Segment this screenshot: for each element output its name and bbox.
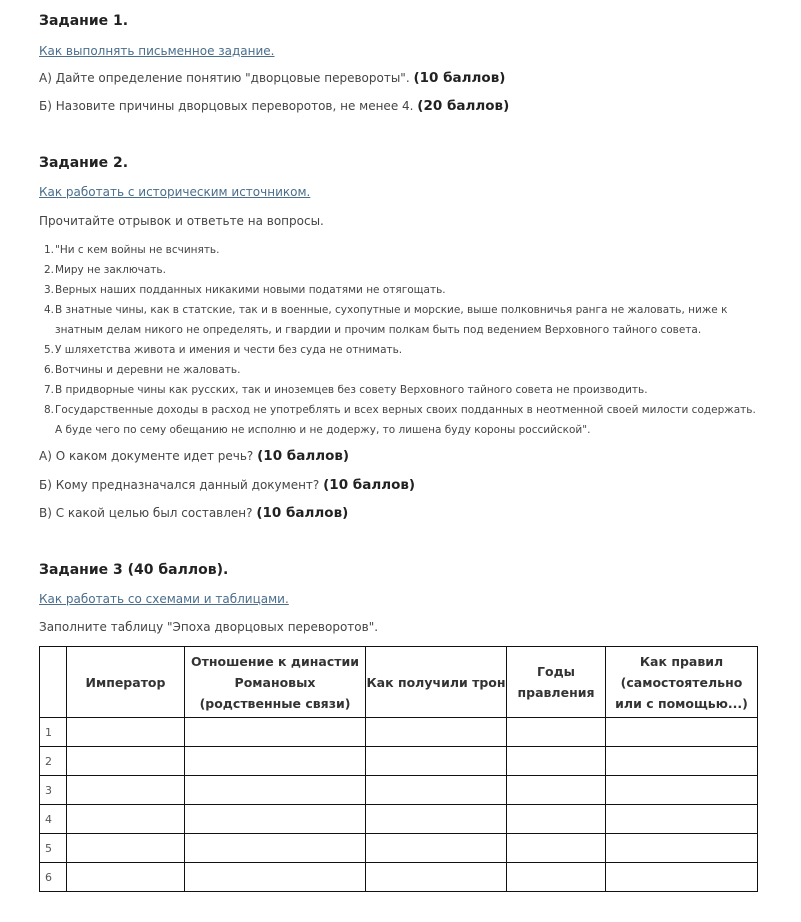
cell-throne[interactable] xyxy=(366,718,507,747)
cell-emperor[interactable] xyxy=(67,805,185,834)
row-number: 6 xyxy=(40,863,67,892)
task2-instruction: Прочитайте отрывок и ответьте на вопросы. xyxy=(39,214,324,228)
cell-rule[interactable] xyxy=(606,747,758,776)
item-text: В придворные чины как русских, так и иноземцев без совету Верховного тайного совета не производить. xyxy=(55,384,648,396)
table-row xyxy=(40,805,758,834)
question-text: Б) Назовите причины дворцовых переворотов, не менее 4. xyxy=(39,99,414,113)
cell-relation[interactable] xyxy=(185,747,366,776)
excerpt-item xyxy=(39,340,759,360)
table-row xyxy=(40,718,758,747)
excerpt-item xyxy=(39,400,759,440)
header-years: Годы правления xyxy=(507,647,606,718)
cell-years[interactable] xyxy=(507,776,606,805)
source-excerpt-list xyxy=(39,240,759,440)
header-rule: Как правил (самостоятельно или с помощью...) xyxy=(606,647,758,718)
cell-throne[interactable] xyxy=(366,863,507,892)
item-number: 1. xyxy=(44,244,55,256)
question-text: А) О каком документе идет речь? xyxy=(39,449,254,463)
item-text: Вотчины и деревни не жаловать. xyxy=(55,364,241,376)
cell-emperor[interactable] xyxy=(67,718,185,747)
task1-question-b xyxy=(39,98,509,114)
header-throne: Как получили трон xyxy=(366,647,507,718)
item-number: 4. xyxy=(44,304,55,316)
item-text: У шляхетства живота и имения и чести без суда не отнимать. xyxy=(55,344,403,356)
cell-relation[interactable] xyxy=(185,805,366,834)
row-number: 5 xyxy=(40,834,67,863)
cell-years[interactable] xyxy=(507,863,606,892)
task2-help-link[interactable]: Как работать с историческим источником. xyxy=(39,185,311,199)
cell-rule[interactable] xyxy=(606,834,758,863)
cell-emperor[interactable] xyxy=(67,834,185,863)
header-emperor: Император xyxy=(67,647,185,718)
item-text: Государственные доходы в расход не употреблять и всех верных своих подданных в неотменной своей милости содержать. А буде чего по сему обещанию не исполню и не додержу, то лишена буду короны российской". xyxy=(55,404,756,436)
cell-years[interactable] xyxy=(507,834,606,863)
excerpt-item xyxy=(39,260,759,280)
question-text: А) Дайте определение понятию "дворцовые перевороты". xyxy=(39,71,410,85)
task3-instruction: Заполните таблицу "Эпоха дворцовых переворотов". xyxy=(39,620,379,634)
cell-throne[interactable] xyxy=(366,805,507,834)
question-points: (10 баллов) xyxy=(413,70,506,86)
cell-emperor[interactable] xyxy=(67,863,185,892)
item-text: Миру не заключать. xyxy=(55,264,166,276)
cell-years[interactable] xyxy=(507,718,606,747)
question-text: В) С какой целью был составлен? xyxy=(39,506,253,520)
item-text: "Ни с кем войны не всчинять. xyxy=(55,244,220,256)
excerpt-item xyxy=(39,240,759,260)
task2-title: Задание 2. xyxy=(39,155,129,171)
table-row xyxy=(40,747,758,776)
palace-coups-table xyxy=(39,646,758,892)
item-number: 6. xyxy=(44,364,55,376)
question-points: (10 баллов) xyxy=(257,448,350,464)
item-number: 8. xyxy=(44,404,55,416)
cell-relation[interactable] xyxy=(185,718,366,747)
question-points: (10 баллов) xyxy=(323,477,416,493)
item-text: В знатные чины, как в статские, так и в военные, сухопутные и морские, выше полковничья ранга не жаловать, ниже к знатным делам никого не определять, и гвардии и прочим полкам быть под ведением Верховного тайного совета. xyxy=(55,304,728,336)
header-relation: Отношение к династии Романовых (родственные связи) xyxy=(185,647,366,718)
excerpt-item xyxy=(39,280,759,300)
row-number: 4 xyxy=(40,805,67,834)
task1-help-link[interactable]: Как выполнять письменное задание. xyxy=(39,44,275,58)
cell-rule[interactable] xyxy=(606,863,758,892)
task2-question-b xyxy=(39,477,415,493)
item-text: Верных наших подданных никакими новыми податями не отягощать. xyxy=(55,284,446,296)
task3-help-link[interactable]: Как работать со схемами и таблицами. xyxy=(39,592,289,606)
item-number: 7. xyxy=(44,384,55,396)
question-text: Б) Кому предназначался данный документ? xyxy=(39,478,320,492)
cell-throne[interactable] xyxy=(366,747,507,776)
excerpt-item xyxy=(39,300,759,340)
row-number: 1 xyxy=(40,718,67,747)
excerpt-item xyxy=(39,360,759,380)
header-number xyxy=(40,647,67,718)
task2-question-c xyxy=(39,505,348,521)
table-row xyxy=(40,776,758,805)
item-number: 5. xyxy=(44,344,55,356)
cell-rule[interactable] xyxy=(606,718,758,747)
question-points: (10 баллов) xyxy=(256,505,349,521)
cell-emperor[interactable] xyxy=(67,776,185,805)
excerpt-item xyxy=(39,380,759,400)
cell-relation[interactable] xyxy=(185,776,366,805)
cell-years[interactable] xyxy=(507,747,606,776)
task1-title: Задание 1. xyxy=(39,13,129,29)
cell-rule[interactable] xyxy=(606,805,758,834)
task2-question-a xyxy=(39,448,349,464)
cell-throne[interactable] xyxy=(366,776,507,805)
task3-title: Задание 3 (40 баллов). xyxy=(39,562,229,578)
table-header-row xyxy=(40,647,758,718)
cell-emperor[interactable] xyxy=(67,747,185,776)
row-number: 2 xyxy=(40,747,67,776)
table-row xyxy=(40,863,758,892)
table-row xyxy=(40,834,758,863)
question-points: (20 баллов) xyxy=(417,98,510,114)
item-number: 2. xyxy=(44,264,55,276)
cell-throne[interactable] xyxy=(366,834,507,863)
cell-years[interactable] xyxy=(507,805,606,834)
row-number: 3 xyxy=(40,776,67,805)
task1-question-a xyxy=(39,70,505,86)
item-number: 3. xyxy=(44,284,55,296)
cell-relation[interactable] xyxy=(185,834,366,863)
cell-rule[interactable] xyxy=(606,776,758,805)
cell-relation[interactable] xyxy=(185,863,366,892)
